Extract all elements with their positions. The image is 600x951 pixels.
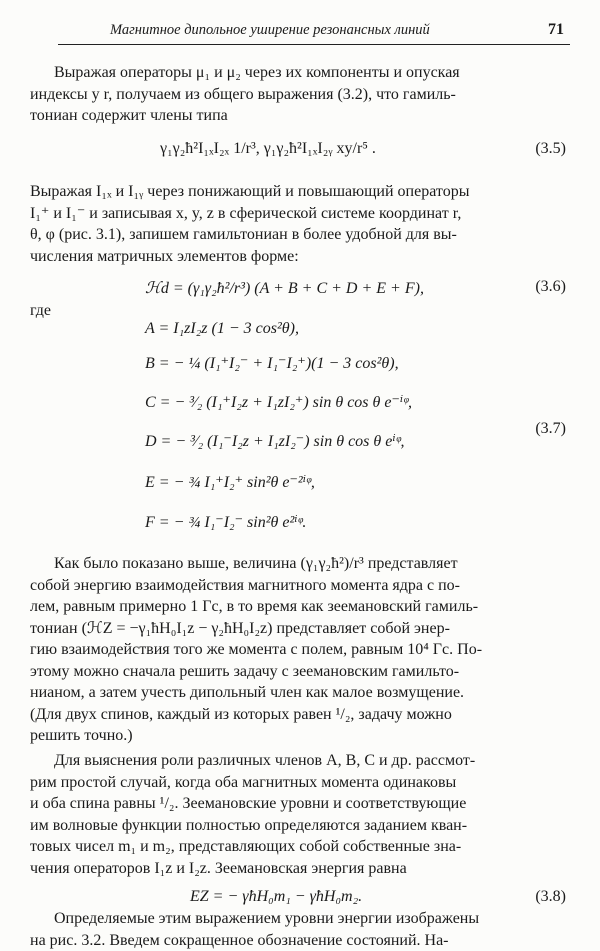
equation-3-5: γ₁γ₂ħ²I₁ₓI₂ₓ 1/r³, γ₁γ₂ħ²I₁ₓI₂ᵧ xy/r⁵ . [160, 140, 376, 158]
equation-3-7-b: B = − ¼ (I₁⁺I₂⁻ + I₁⁻I₂⁺)(1 − 3 cos²θ), [145, 353, 399, 373]
equation-3-6: ℋd = (γ₁γ₂ħ²/r³) (A + B + C + D + E + F), [145, 278, 424, 298]
text-line: (Для двух спинов, каждый из которых равен ¹/₂, задачу можно [30, 704, 568, 726]
text-line: гию взаимодействия того же момента с полем, равным 10⁴ Гс. По- [30, 639, 568, 661]
text-line: лем, равным примерно 1 Гс, в то время как зеемановский гамиль- [30, 596, 568, 618]
text-line: индексы у r, получаем из общего выражения (3.2), что гамиль- [30, 84, 568, 106]
text-line: Выражая I₁ₓ и I₁ᵧ через понижающий и повышающий операторы [30, 181, 568, 203]
equation-3-7-a: A = I₁zI₂z (1 − 3 cos²θ), [145, 320, 299, 338]
text-line: этому можно сначала решить задачу с зеемановским гамильто- [30, 661, 568, 683]
text-line: Для выяснения роли различных членов A, B, C и др. рассмот- [30, 750, 568, 772]
text-line: Выражая операторы μ₁ и μ₂ через их компоненты и опуская [30, 62, 568, 84]
text-line: тониан содержит члены типа [30, 105, 568, 127]
paragraph-4 [30, 750, 568, 879]
text-line: Определяемые этим выражением уровни энергии изображены [30, 908, 568, 930]
where-word: где [30, 302, 51, 320]
equation-3-7-label: (3.7) [535, 420, 566, 438]
paragraph-5 [30, 908, 568, 930]
equation-3-5-label: (3.5) [535, 140, 566, 158]
equation-3-7-e: E = − ¾ I₁⁺I₂⁺ sin²θ e⁻²ⁱᵠ, [145, 472, 315, 492]
text-line: рим простой случай, когда оба магнитных момента одинаковы [30, 772, 568, 794]
equation-3-8: EZ = − γħH₀m₁ − γħH₀m₂. [190, 888, 362, 906]
running-title: Магнитное дипольное уширение резонансных линий [110, 22, 430, 39]
text-line: Как было показано выше, величина (γ₁γ₂ħ²)/r³ представляет [30, 553, 568, 575]
text-line: и оба спина равны ¹/₂. Зеемановские уровни и соответствующие [30, 793, 568, 815]
equation-3-8-label: (3.8) [535, 888, 566, 906]
text-line: чения операторов I₁z и I₂z. Зеемановская энергия равна [30, 858, 568, 880]
text-line: θ, φ (рис. 3.1), запишем гамильтониан в более удобной для вы- [30, 224, 568, 246]
equation-3-7-f: F = − ¾ I₁⁻I₂⁻ sin²θ e²ⁱᵠ. [145, 512, 306, 532]
text-line: им волновые функции полностью определяются заданием кван- [30, 815, 568, 837]
equation-3-7-d: D = − ³⁄₂ (I₁⁻I₂z + I₁zI₂⁻) sin θ cos θ eⁱᵠ, [145, 431, 404, 451]
text-line: товых чисел m₁ и m₂, представляющих собой собственные зна- [30, 836, 568, 858]
paragraph-2 [30, 181, 568, 267]
running-header [58, 20, 570, 45]
paragraph-3 [30, 553, 568, 747]
text-line: тониан (ℋZ = −γ₁ħH₀I₁z − γ₂ħH₀I₂z) представляет собой энер- [30, 618, 568, 640]
page-number: 71 [548, 21, 564, 39]
equation-3-6-label: (3.6) [535, 278, 566, 296]
text-line: решить точно.) [30, 725, 568, 747]
text-line: числения матричных элементов форме: [30, 246, 568, 268]
equation-3-7-c: C = − ³⁄₂ (I₁⁺I₂z + I₁zI₂⁺) sin θ cos θ e⁻ⁱᵠ, [145, 392, 412, 412]
text-line: I₁⁺ и I₁⁻ и записывая x, y, z в сферической системе координат r, [30, 203, 568, 225]
text-line: собой энергию взаимодействия магнитного момента ядра с по- [30, 575, 568, 597]
text-line: нианом, а затем учесть дипольный член как малое возмущение. [30, 682, 568, 704]
paragraph-1 [30, 62, 568, 127]
text-line: на рис. 3.2. Введем сокращенное обозначение состояний. На- [30, 930, 568, 951]
